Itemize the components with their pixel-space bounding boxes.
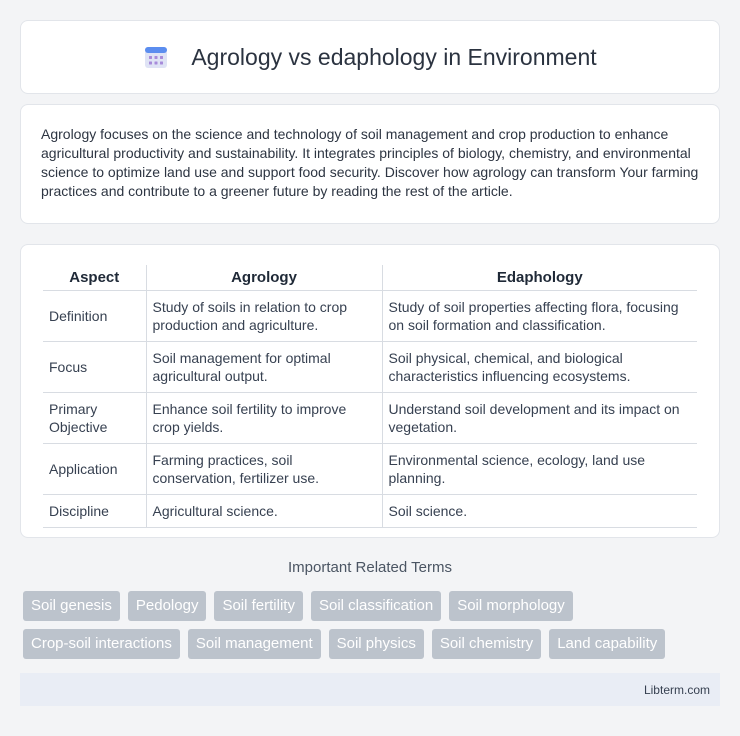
table-cell: Understand soil development and its impact on vegetation. <box>382 393 697 444</box>
intro-card <box>20 104 720 224</box>
table-cell: Soil science. <box>382 495 697 528</box>
comparison-table <box>43 265 697 528</box>
table-cell: Farming practices, soil conservation, fertilizer use. <box>146 444 382 495</box>
tag-soil-chemistry[interactable]: Soil chemistry <box>432 629 541 659</box>
related-terms-heading: Important Related Terms <box>288 559 452 576</box>
table-row <box>43 291 697 342</box>
tag-soil-fertility[interactable]: Soil fertility <box>214 591 303 621</box>
table-cell: Application <box>43 444 146 495</box>
table-row <box>43 342 697 393</box>
table-cell: Primary Objective <box>43 393 146 444</box>
table-cell: Definition <box>43 291 146 342</box>
tag-soil-management[interactable]: Soil management <box>188 629 321 659</box>
header-aspect: Aspect <box>43 265 146 291</box>
table-cell: Focus <box>43 342 146 393</box>
title-card <box>20 20 720 94</box>
footer <box>20 673 720 706</box>
table-header-row <box>43 265 697 291</box>
comparison-card <box>20 244 720 538</box>
table-cell: Discipline <box>43 495 146 528</box>
footer-site-link[interactable]: Libterm.com <box>643 682 710 697</box>
tag-land-capability[interactable]: Land capability <box>549 629 665 659</box>
tag-soil-genesis[interactable]: Soil genesis <box>23 591 120 621</box>
table-cell: Soil physical, chemical, and biological characteristics influencing ecosystems. <box>382 342 697 393</box>
table-cell: Soil management for optimal agricultural output. <box>146 342 382 393</box>
tag-crop-soil-interactions[interactable]: Crop-soil interactions <box>23 629 180 659</box>
related-terms-list <box>23 591 723 659</box>
tag-soil-physics[interactable]: Soil physics <box>329 629 424 659</box>
calendar-icon <box>143 44 169 70</box>
page-title: Agrology vs edaphology in Environment <box>191 43 597 70</box>
table-cell: Agricultural science. <box>146 495 382 528</box>
table-row <box>43 393 697 444</box>
table-row <box>43 495 697 528</box>
tag-soil-morphology[interactable]: Soil morphology <box>449 591 573 621</box>
table-cell: Enhance soil fertility to improve crop yields. <box>146 393 382 444</box>
intro-text: Agrology focuses on the science and technology of soil management and crop production to enhance agricultural productivity and sustainability. It integrates principles of biology, chemistry, and environmental science to optimize land use and support food security. Discover how agrology can transform Your farming practices and contribute to a greener future by reading the rest of the article. <box>41 126 699 199</box>
table-row <box>43 444 697 495</box>
header-edaphology: Edaphology <box>382 265 697 291</box>
tag-pedology[interactable]: Pedology <box>128 591 207 621</box>
header-agrology: Agrology <box>146 265 382 291</box>
tag-soil-classification[interactable]: Soil classification <box>311 591 441 621</box>
table-cell: Study of soils in relation to crop production and agriculture. <box>146 291 382 342</box>
table-cell: Environmental science, ecology, land use planning. <box>382 444 697 495</box>
table-cell: Study of soil properties affecting flora, focusing on soil formation and classification. <box>382 291 697 342</box>
